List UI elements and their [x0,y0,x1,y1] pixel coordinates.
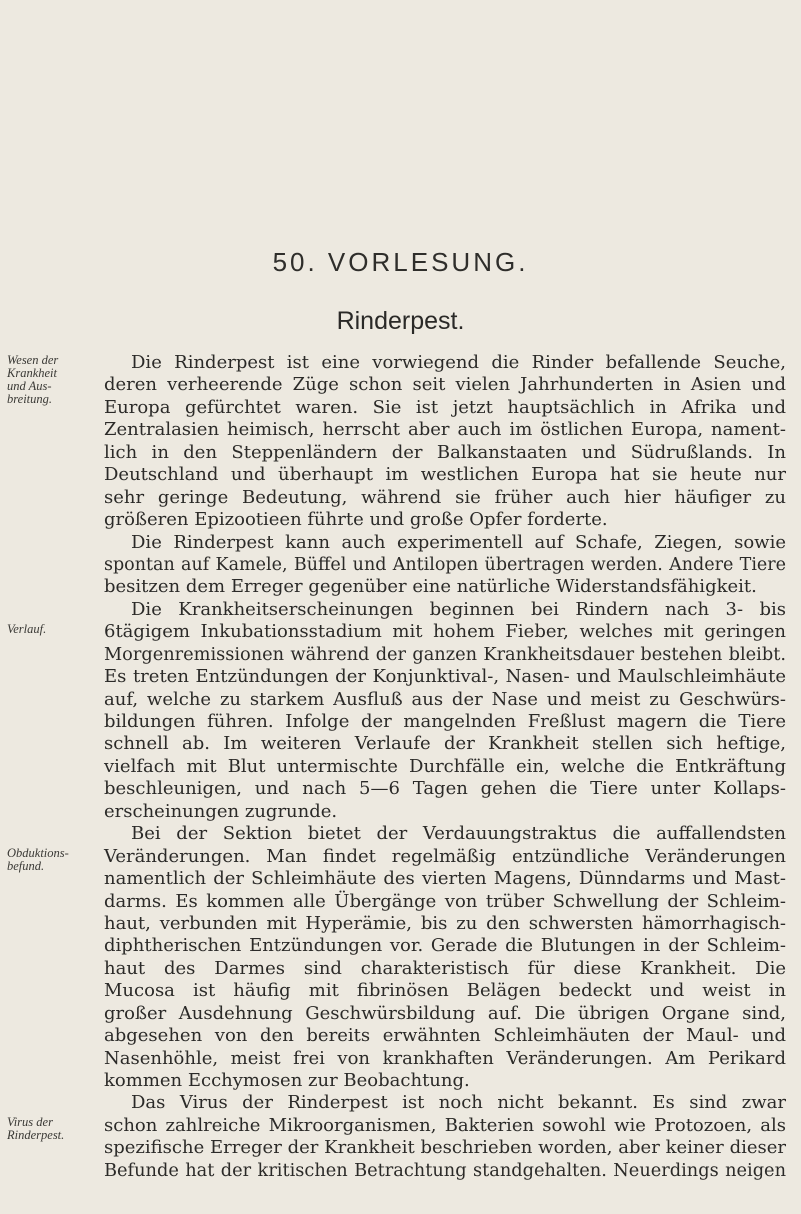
text-line: abgesehen von den bereits erwähnten Schleimhäuten der Maul- und [104,1025,786,1047]
text-line: deren verheerende Züge schon seit vielen Jahrhunderten in Asien und [104,374,786,396]
text-line: Zentralasien heimisch, herrscht aber auch im östlichen Europa, nament- [104,419,786,441]
text-line: Bei der Sektion bietet der Verdauungstraktus die auffallendsten [131,823,786,845]
text-line: Die Krankheitserscheinungen beginnen bei Rindern nach 3- bis [131,598,786,620]
margin-note-verlauf: Verlauf. [7,622,47,636]
text-line: erscheinungen zugrunde. [104,800,338,822]
text-line: lich in den Steppenländern der Balkanstaaten und Südrußlands. In [104,441,786,463]
text-line: namentlich der Schleimhäute des vierten Magens, Dünndarms und Mast- [104,868,786,890]
margin-note-obduktionsbefund: Obduktions- befund. [7,846,69,873]
text-line: Deutschland und überhaupt im westlichen Europa hat sie heute nur [104,464,786,486]
margin-note-wesen: Wesen der Krankheit und Aus- breitung. [7,353,59,406]
body-text [104,352,786,1182]
text-line: spontan auf Kamele, Büffel und Antilopen übertragen werden. Andere Tiere [104,554,786,575]
text-line: Nasenhöhle, meist frei von krankhaften Veränderungen. Am Perikard [104,1047,786,1069]
text-line: Europa gefürchtet waren. Sie ist jetzt hauptsächlich in Afrika und [104,396,786,418]
text-line: beschleunigen, und nach 5—6 Tagen gehen die Tiere unter Kollaps- [104,778,786,800]
text-line: großer Ausdehnung Geschwürsbildung auf. Die übrigen Organe sind, [104,1002,786,1024]
text-line: Die Rinderpest kann auch experimentell auf Schafe, Ziegen, sowie [131,531,786,553]
text-line: haut, verbunden mit Hyperämie, bis zu den schwersten hämorrhagisch- [104,912,786,934]
text-line: auf, welche zu starkem Ausfluß aus der Nase und meist zu Geschwürs- [104,688,786,710]
text-line: Mucosa ist häufig mit fibrinösen Belägen bedeckt und weist in [104,980,786,1002]
text-line: besitzen dem Erreger gegenüber eine natürliche Widerstandsfähigkeit. [104,576,757,598]
text-line: Das Virus der Rinderpest ist noch nicht bekannt. Es sind zwar [131,1092,786,1114]
text-line: diphtherischen Entzündungen vor. Gerade die Blutungen in der Schleim- [104,935,786,957]
text-line: vielfach mit Blut untermischte Durchfälle ein, welche die Entkräftung [104,755,786,777]
text-line: spezifische Erreger der Krankheit beschrieben worden, aber keiner dieser [104,1137,786,1159]
text-line: darms. Es kommen alle Übergänge von trüber Schwellung der Schleim- [104,890,786,912]
lecture-heading: 50. VORLESUNG. [272,247,529,277]
margin-note-virus: Virus der Rinderpest. [7,1115,65,1142]
text-line: schnell ab. Im weiteren Verlaufe der Krankheit stellen sich heftige, [104,733,786,755]
text-line: Es treten Entzündungen der Konjunktival-, Nasen- und Maulschleimhäute [104,666,786,688]
text-line: Die Rinderpest ist eine vorwiegend die Rinder befallende Seuche, [131,352,786,373]
text-line: Veränderungen. Man findet regelmäßig entzündliche Veränderungen [104,845,786,867]
text-line: haut des Darmes sind charakteristisch für diese Krankheit. Die [104,957,786,979]
text-line: bildungen führen. Infolge der mangelnden Freßlust magern die Tiere [104,711,786,732]
text-line: Morgenremissionen während der ganzen Krankheitsdauer bestehen bleibt. [104,644,786,665]
text-line: Befunde hat der kritischen Betrachtung standgehalten. Neuerdings neigen [104,1160,786,1181]
section-title: Rinderpest. [336,307,465,335]
text-line: größeren Epizootieen führte und große Opfer forderte. [104,509,608,531]
text-line: sehr geringe Bedeutung, während sie früher auch hier häufiger zu [104,486,786,508]
text-line: kommen Ecchymosen zur Beobachtung. [104,1070,470,1091]
text-line: schon zahlreiche Mikroorganismen, Bakterien sowohl wie Protozoen, als [104,1114,786,1136]
text-line: 6tägigem Inkubationsstadium mit hohem Fieber, welches mit geringen [104,621,786,643]
